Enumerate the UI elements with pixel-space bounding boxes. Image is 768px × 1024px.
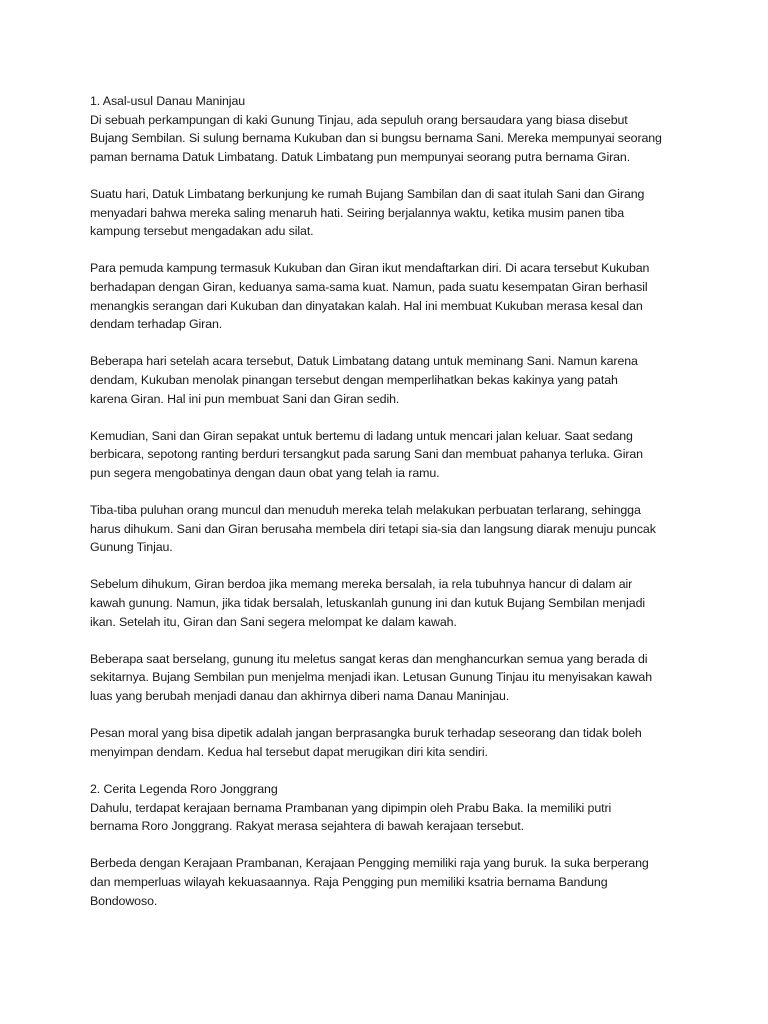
text-line: Suatu hari, Datuk Limbatang berkunjung ke rumah Bujang Sambilan dan di saat itulah Sani dan Girang [90, 186, 645, 201]
paragraph [90, 427, 690, 483]
text-line: Di sebuah perkampungan di kaki Gunung Tinjau, ada sepuluh orang bersaudara yang biasa disebut [90, 112, 628, 127]
text-line: paman bernama Datuk Limbatang. Datuk Limbatang pun mempunyai seorang putra bernama Giran. [90, 149, 631, 164]
text-line: Berbeda dengan Kerajaan Prambanan, Kerajaan Pengging memiliki raja yang buruk. Ia suka berperang [90, 856, 649, 871]
paragraph-moral [90, 724, 690, 761]
text-line: Para pemuda kampung termasuk Kukuban dan Giran ikut mendaftarkan diri. Di acara tersebut Kukuban [90, 261, 650, 276]
text-line: bernama Roro Jonggrang. Rakyat merasa sejahtera di bawah kerajaan tersebut. [90, 819, 524, 834]
paragraph [90, 259, 690, 333]
text-line: Bujang Sembilan. Si sulung bernama Kukuban dan si bungsu bernama Sani. Mereka mempunyai seorang [90, 131, 662, 146]
text-line: dan memperluas wilayah kekuasaannya. Raja Pengging pun memiliki ksatria bernama Bandung [90, 874, 608, 889]
paragraph [90, 185, 690, 241]
document-body [90, 92, 690, 929]
text-line: luas yang berubah menjadi danau dan akhirnya diberi nama Danau Maninjau. [90, 689, 510, 703]
text-line: Tiba-tiba puluhan orang muncul dan menuduh mereka telah melakukan perbuatan terlarang, sehingga [90, 503, 641, 518]
text-line: Pesan moral yang bisa dipetik adalah jangan berprasangka buruk terhadap seseorang dan tidak boleh [90, 726, 642, 741]
text-line: sekitarnya. Bujang Sembilan pun menjelma menjadi ikan. Letusan Gunung Tinjau itu menyisakan kawah [90, 670, 652, 685]
text-line: berhadapan dengan Giran, keduanya sama-sama kuat. Namun, pada suatu kesempatan Giran berhasil [90, 279, 648, 294]
text-line: Kemudian, Sani dan Giran sepakat untuk bertemu di ladang untuk mencari jalan keluar. Saat sedang [90, 428, 633, 443]
paragraph-story-2-intro [90, 780, 690, 836]
paragraph-story-1-intro [90, 92, 690, 166]
text-line: karena Giran. Hal ini pun membuat Sani dan Giran sedih. [90, 391, 400, 406]
text-line: pun segera mengobatinya dengan daun obat yang telah ia ramu. [90, 465, 440, 480]
text-line: ikan. Setelah itu, Giran dan Sani segera melompat ke dalam kawah. [90, 614, 457, 629]
section-heading-danau-maninjau: 1. Asal-usul Danau Maninjau [90, 94, 246, 108]
text-line: dendam terhadap Giran. [90, 317, 223, 332]
paragraph [90, 575, 690, 631]
text-line: menyimpan dendam. Kedua hal tersebut dapat merugikan diri kita sendiri. [90, 744, 488, 759]
text-line: kampung tersebut mengadakan adu silat. [90, 224, 314, 239]
text-line: Bondowoso. [90, 893, 158, 908]
text-line: menyadari bahwa mereka saling menaruh hati. Seiring berjalannya waktu, ketika musim panen tiba [90, 205, 625, 220]
text-line: Beberapa hari setelah acara tersebut, Datuk Limbatang datang untuk meminang Sani. Namun karena [90, 354, 638, 369]
section-heading-roro-jonggrang: 2. Cerita Legenda Roro Jonggrang [90, 781, 278, 796]
paragraph [90, 352, 690, 408]
text-line: Dahulu, terdapat kerajaan bernama Prambanan yang dipimpin oleh Prabu Baka. Ia memiliki putri [90, 800, 612, 815]
paragraph [90, 854, 690, 910]
paragraph [90, 501, 690, 557]
text-line: harus dihukum. Sani dan Giran berusaha membela diri tetapi sia-sia dan langsung diarak menuju puncak [90, 521, 656, 536]
text-line: kawah gunung. Namun, jika tidak bersalah, letuskanlah gunung ini dan kutuk Bujang Sembilan menjadi [90, 596, 646, 611]
text-line: dendam, Kukuban menolak pinangan tersebut dengan memperlihatkan bekas kakinya yang patah [90, 372, 618, 387]
text-line: Gunung Tinjau. [90, 540, 173, 555]
text-line: berbicara, sepotong ranting berduri tersangkut pada sarung Sani dan membuat pahanya terluka. Giran [90, 447, 643, 462]
paragraph [90, 650, 690, 706]
text-line: Sebelum dihukum, Giran berdoa jika memang mereka bersalah, ia rela tubuhnya hancur di dalam air [90, 577, 633, 592]
text-line: menangkis serangan dari Kukuban dan dinyatakan kalah. Hal ini membuat Kukuban merasa kesal dan [90, 298, 643, 313]
text-line: Beberapa saat berselang, gunung itu meletus sangat keras dan menghancurkan semua yang berada di [90, 651, 648, 666]
